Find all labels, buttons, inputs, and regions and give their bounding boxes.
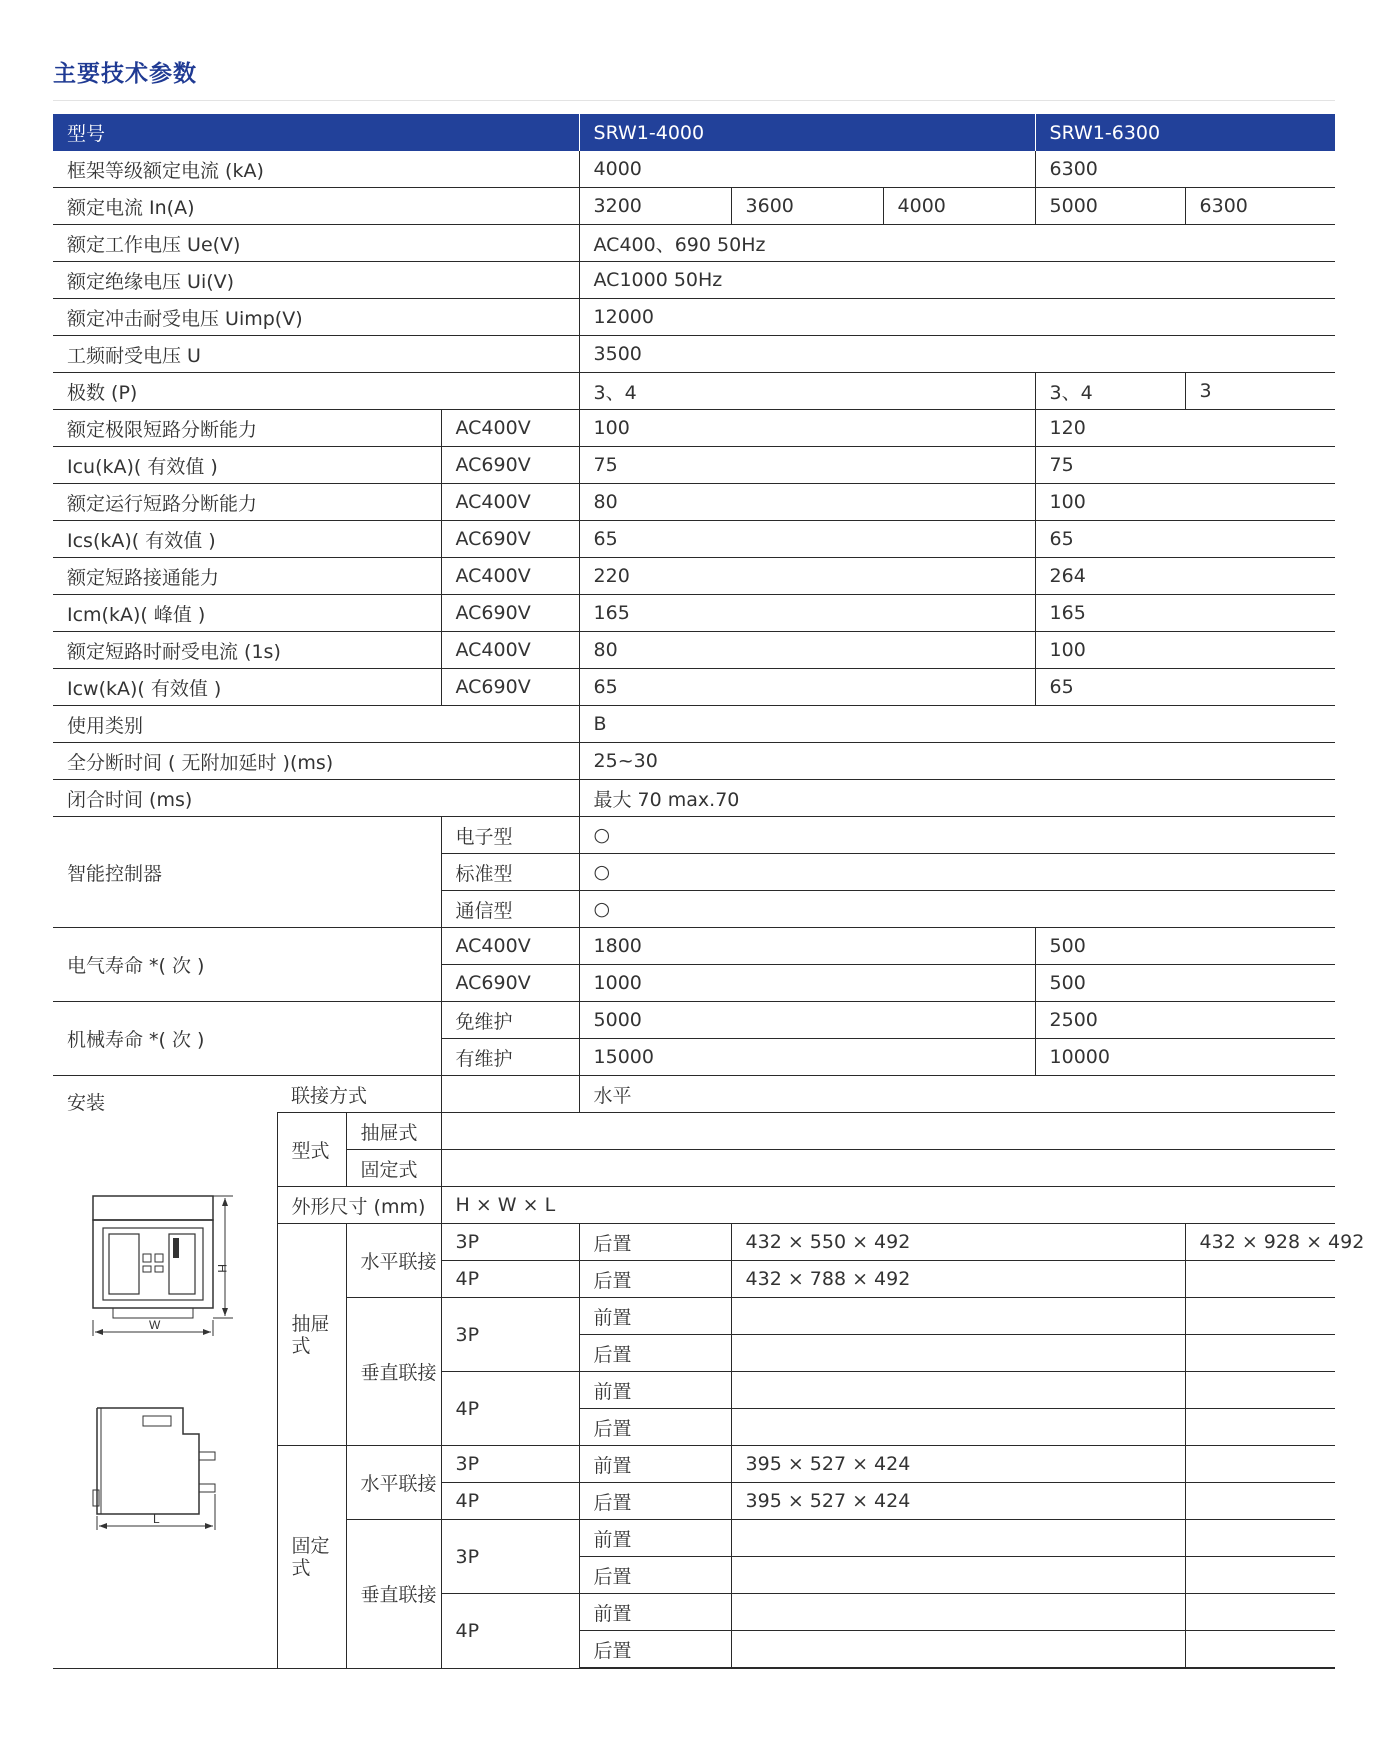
vertical-connection: 垂直联接 bbox=[346, 1520, 441, 1669]
row-label: 额定绝缘电压 Ui(V) bbox=[53, 262, 579, 299]
cell-value: AC400、690 50Hz bbox=[579, 225, 1335, 262]
position-front: 前置 bbox=[579, 1372, 731, 1409]
fixed-label: 固定 式 bbox=[277, 1446, 346, 1669]
table-row bbox=[53, 262, 1335, 299]
controller-type: 电子型 bbox=[441, 817, 579, 854]
header-row bbox=[53, 114, 1335, 151]
empty-cell bbox=[1185, 1483, 1335, 1520]
voltage-label: AC690V bbox=[441, 447, 579, 484]
voltage-label: AC690V bbox=[441, 965, 579, 1002]
cell-value: 432 × 928 × 492 bbox=[1185, 1224, 1335, 1261]
row-label: 框架等级额定电流 (kA) bbox=[53, 151, 579, 188]
front-view-diagram bbox=[83, 1186, 243, 1356]
horizontal-connection: 水平联接 bbox=[346, 1224, 441, 1298]
row-label: 闭合时间 (ms) bbox=[53, 780, 579, 817]
row-label: Ics(kA)( 有效值 ) bbox=[53, 521, 441, 558]
circle-mark: ○ bbox=[579, 817, 1335, 854]
side-view-diagram bbox=[83, 1396, 253, 1546]
row-label: 额定运行短路分断能力 bbox=[53, 484, 441, 521]
type-label: 型式 bbox=[277, 1113, 346, 1187]
dim-w-label: W bbox=[149, 1318, 161, 1332]
header-model-b: SRW1-6300 bbox=[1035, 114, 1335, 151]
cell-value: B bbox=[579, 706, 1335, 743]
cell-value: 75 bbox=[1035, 447, 1335, 484]
row-label: Icw(kA)( 有效值 ) bbox=[53, 669, 441, 706]
vertical-connection: 垂直联接 bbox=[346, 1298, 441, 1446]
table-row bbox=[53, 447, 1335, 484]
row-label: Icm(kA)( 峰值 ) bbox=[53, 595, 441, 632]
cell-value: 65 bbox=[1035, 521, 1335, 558]
cell-value: 120 bbox=[1035, 410, 1335, 447]
controller-type: 标准型 bbox=[441, 854, 579, 891]
cell-value: 6300 bbox=[1035, 151, 1335, 188]
row-label: 极数 (P) bbox=[53, 373, 579, 410]
empty-cell bbox=[1185, 1335, 1335, 1372]
table-row bbox=[53, 706, 1335, 743]
empty-cell bbox=[731, 1631, 1185, 1669]
cell-value: 5000 bbox=[1035, 188, 1185, 225]
row-label: 额定短路接通能力 bbox=[53, 558, 441, 595]
row-label: 额定冲击耐受电压 Uimp(V) bbox=[53, 299, 579, 336]
cell-value: 15000 bbox=[579, 1039, 1035, 1076]
empty-cell bbox=[731, 1335, 1185, 1372]
empty-cell bbox=[731, 1594, 1185, 1631]
table-row bbox=[53, 595, 1335, 632]
voltage-label: AC400V bbox=[441, 410, 579, 447]
position-rear: 后置 bbox=[579, 1483, 731, 1520]
horizontal-connection: 水平联接 bbox=[346, 1446, 441, 1520]
cell-value: 395 × 527 × 424 bbox=[731, 1483, 1185, 1520]
pole-3p: 3P bbox=[441, 1446, 579, 1483]
empty-cell bbox=[1185, 1372, 1335, 1409]
voltage-label: AC690V bbox=[441, 595, 579, 632]
row-label: 全分断时间 ( 无附加延时 )(ms) bbox=[53, 743, 579, 780]
cell-value: 12000 bbox=[579, 299, 1335, 336]
position-front: 前置 bbox=[579, 1594, 731, 1631]
voltage-label: AC400V bbox=[441, 632, 579, 669]
row-label: 电气寿命 *( 次 ) bbox=[53, 928, 441, 1002]
cell-value: 65 bbox=[579, 521, 1035, 558]
cell-value: 4000 bbox=[579, 151, 1035, 188]
table-row bbox=[53, 225, 1335, 262]
cell-value: 1000 bbox=[579, 965, 1035, 1002]
header-model-a: SRW1-4000 bbox=[579, 114, 1035, 151]
table-row bbox=[53, 669, 1335, 706]
cell-value: 80 bbox=[579, 484, 1035, 521]
position-rear: 后置 bbox=[579, 1631, 731, 1669]
cell-value: 3500 bbox=[579, 336, 1335, 373]
empty-cell bbox=[731, 1372, 1185, 1409]
install-label: 安装 bbox=[67, 1092, 106, 1114]
type-fixed: 固定式 bbox=[346, 1150, 441, 1187]
pole-3p: 3P bbox=[441, 1224, 579, 1261]
table-row bbox=[53, 299, 1335, 336]
row-label: 额定电流 In(A) bbox=[53, 188, 579, 225]
connection-label: 联接方式 bbox=[277, 1076, 441, 1113]
cell-value: 1800 bbox=[579, 928, 1035, 965]
empty-cell bbox=[731, 1409, 1185, 1446]
position-front: 前置 bbox=[579, 1298, 731, 1335]
empty-cell bbox=[1185, 1557, 1335, 1594]
cell-value: 3、4 bbox=[1035, 373, 1185, 410]
table-row bbox=[53, 558, 1335, 595]
connection-value: 水平 bbox=[579, 1076, 1335, 1113]
maintenance-label: 有维护 bbox=[441, 1039, 579, 1076]
table-row bbox=[53, 632, 1335, 669]
empty-cell bbox=[731, 1520, 1185, 1557]
cell-value: 6300 bbox=[1185, 188, 1335, 225]
spec-table bbox=[53, 114, 1365, 1669]
cell-value: 432 × 788 × 492 bbox=[731, 1261, 1185, 1298]
cell-value: 65 bbox=[1035, 669, 1335, 706]
pole-4p: 4P bbox=[441, 1372, 579, 1446]
cell-value: 500 bbox=[1035, 928, 1335, 965]
install-cell bbox=[53, 1076, 277, 1669]
cell-value: 80 bbox=[579, 632, 1035, 669]
table-row bbox=[53, 743, 1335, 780]
table-row bbox=[53, 484, 1335, 521]
row-label: 智能控制器 bbox=[53, 817, 441, 928]
pole-4p: 4P bbox=[441, 1261, 579, 1298]
cell-value: 432 × 550 × 492 bbox=[731, 1224, 1185, 1261]
table-row bbox=[53, 928, 1335, 965]
table-row bbox=[53, 410, 1335, 447]
circle-mark: ○ bbox=[579, 891, 1335, 928]
position-front: 前置 bbox=[579, 1520, 731, 1557]
empty-cell bbox=[731, 1557, 1185, 1594]
empty-cell bbox=[441, 1113, 1335, 1150]
cell-value: 4000 bbox=[883, 188, 1035, 225]
table-row bbox=[53, 373, 1335, 410]
voltage-label: AC400V bbox=[441, 558, 579, 595]
table-row bbox=[53, 780, 1335, 817]
position-rear: 后置 bbox=[579, 1335, 731, 1372]
cell-value: 165 bbox=[579, 595, 1035, 632]
position-rear: 后置 bbox=[579, 1557, 731, 1594]
cell-value: 2500 bbox=[1035, 1002, 1335, 1039]
position-front: 前置 bbox=[579, 1446, 731, 1483]
row-label: Icu(kA)( 有效值 ) bbox=[53, 447, 441, 484]
dimension-label: 外形尺寸 (mm) bbox=[277, 1187, 441, 1224]
cell-value: 3 bbox=[1185, 373, 1335, 410]
cell-value: AC1000 50Hz bbox=[579, 262, 1335, 299]
type-drawout: 抽屉式 bbox=[346, 1113, 441, 1150]
voltage-label: AC690V bbox=[441, 669, 579, 706]
row-label: 额定极限短路分断能力 bbox=[53, 410, 441, 447]
table-row bbox=[53, 521, 1335, 558]
cell-value: 3、4 bbox=[579, 373, 1035, 410]
cell-value: 65 bbox=[579, 669, 1035, 706]
cell-value: 220 bbox=[579, 558, 1035, 595]
cell-value: 395 × 527 × 424 bbox=[731, 1446, 1185, 1483]
position-rear: 后置 bbox=[579, 1409, 731, 1446]
header-model-label: 型号 bbox=[53, 114, 579, 151]
empty-cell bbox=[1185, 1261, 1335, 1298]
dimension-value: H × W × L bbox=[441, 1187, 1335, 1224]
row-label: 机械寿命 *( 次 ) bbox=[53, 1002, 441, 1076]
cell-value: 3600 bbox=[731, 188, 883, 225]
empty-cell bbox=[1185, 1409, 1335, 1446]
voltage-label: AC690V bbox=[441, 521, 579, 558]
table-row bbox=[53, 1002, 1335, 1039]
empty-cell bbox=[441, 1150, 1335, 1187]
row-label: 工频耐受电压 U bbox=[53, 336, 579, 373]
empty-cell bbox=[731, 1298, 1185, 1335]
empty-cell bbox=[1185, 1594, 1335, 1631]
voltage-label: AC400V bbox=[441, 928, 579, 965]
empty-cell bbox=[1185, 1446, 1335, 1483]
side-view-svg bbox=[83, 1396, 253, 1546]
drawout-label: 抽屉 式 bbox=[277, 1224, 346, 1446]
pole-3p: 3P bbox=[441, 1520, 579, 1594]
cell-value: 165 bbox=[1035, 595, 1335, 632]
cell-value: 25~30 bbox=[579, 743, 1335, 780]
table-row bbox=[53, 817, 1335, 854]
table-row bbox=[53, 188, 1335, 225]
cell-value: 100 bbox=[1035, 632, 1335, 669]
table-row bbox=[53, 1076, 1335, 1113]
cell-value: 264 bbox=[1035, 558, 1335, 595]
maintenance-label: 免维护 bbox=[441, 1002, 579, 1039]
empty-cell bbox=[1185, 1520, 1335, 1557]
voltage-label: AC400V bbox=[441, 484, 579, 521]
cell-value: 100 bbox=[579, 410, 1035, 447]
pole-4p: 4P bbox=[441, 1483, 579, 1520]
row-label: 使用类别 bbox=[53, 706, 579, 743]
table-row bbox=[53, 336, 1335, 373]
circle-mark: ○ bbox=[579, 854, 1335, 891]
page-title: 主要技术参数 bbox=[53, 61, 197, 87]
position-rear: 后置 bbox=[579, 1261, 731, 1298]
cell-value: 5000 bbox=[579, 1002, 1035, 1039]
controller-type: 通信型 bbox=[441, 891, 579, 928]
cell-value: 500 bbox=[1035, 965, 1335, 1002]
front-view-svg bbox=[83, 1186, 243, 1356]
empty-cell bbox=[441, 1076, 579, 1113]
pole-4p: 4P bbox=[441, 1594, 579, 1669]
empty-cell bbox=[1185, 1631, 1335, 1669]
row-label: 额定短路时耐受电流 (1s) bbox=[53, 632, 441, 669]
cell-value: 75 bbox=[579, 447, 1035, 484]
cell-value: 3200 bbox=[579, 188, 731, 225]
position-rear: 后置 bbox=[579, 1224, 731, 1261]
empty-cell bbox=[1185, 1298, 1335, 1335]
row-label: 额定工作电压 Ue(V) bbox=[53, 225, 579, 262]
title-divider bbox=[53, 100, 1335, 101]
cell-value: 最大 70 max.70 bbox=[579, 780, 1335, 817]
cell-value: 100 bbox=[1035, 484, 1335, 521]
dim-h-label: H bbox=[215, 1264, 229, 1273]
pole-3p: 3P bbox=[441, 1298, 579, 1372]
cell-value: 10000 bbox=[1035, 1039, 1335, 1076]
table-row bbox=[53, 151, 1335, 188]
dim-l-label: L bbox=[153, 1512, 160, 1526]
